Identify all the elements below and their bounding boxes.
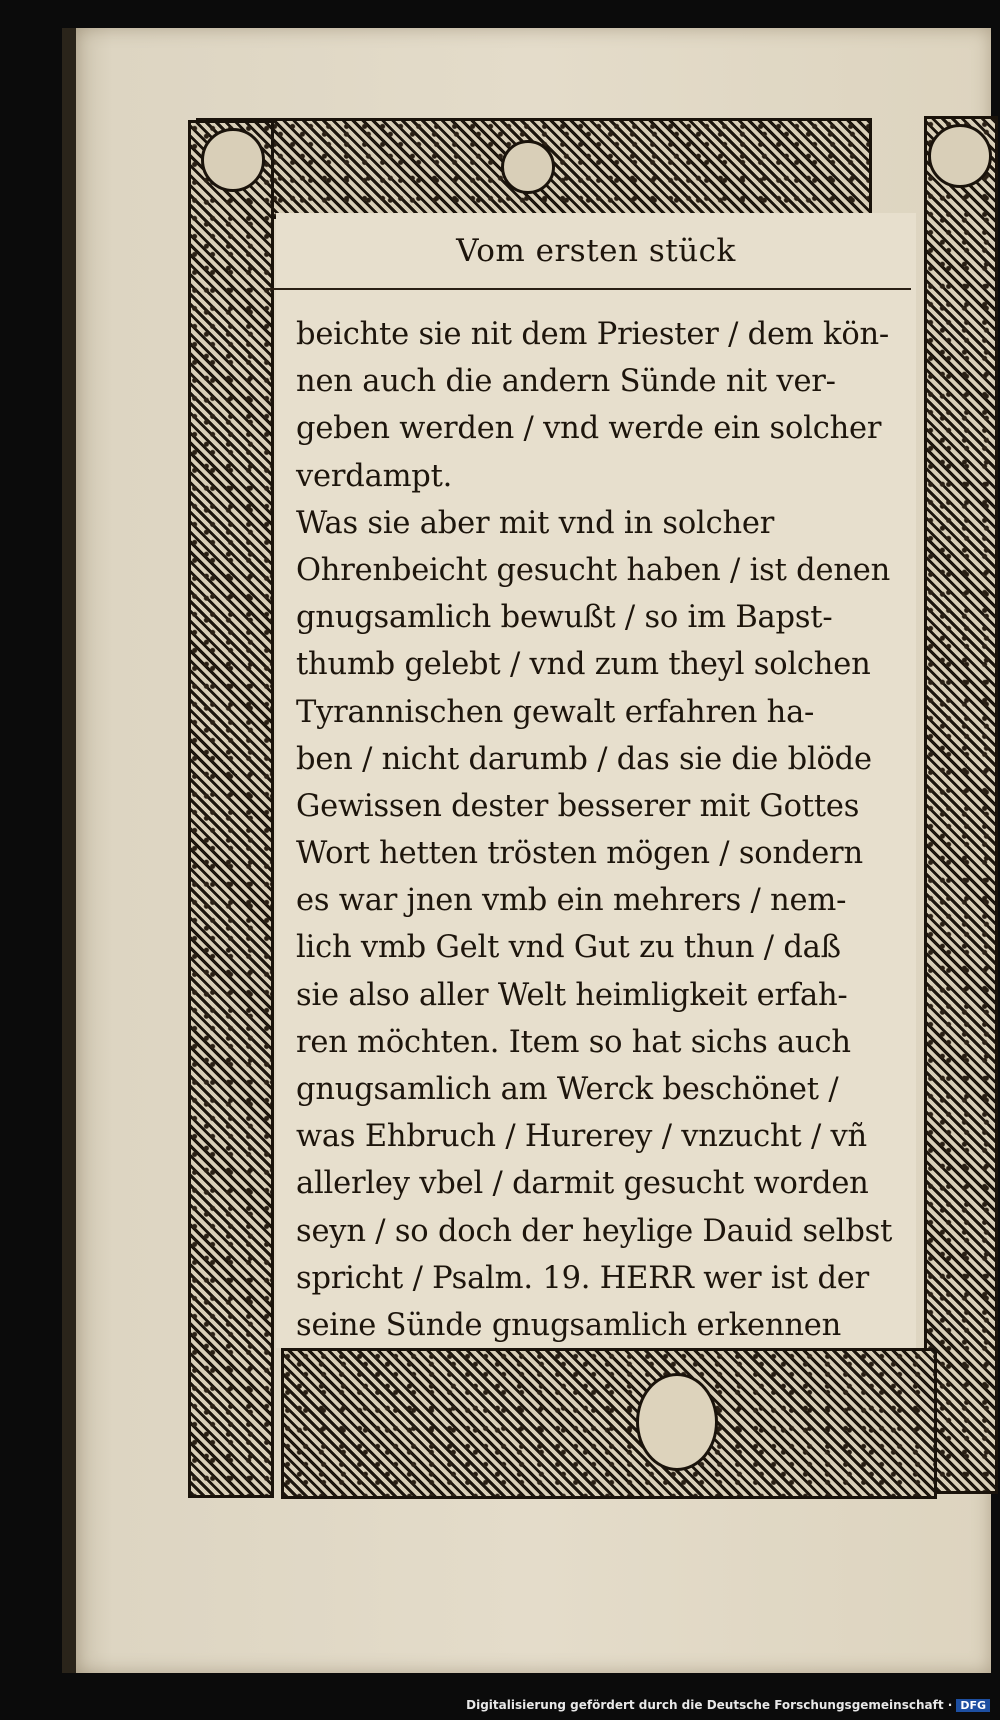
text-line: gnugsamlich am Werck beschönet / [296, 1072, 839, 1107]
text-line: sie also aller Welt heimligkeit erfah- [296, 977, 848, 1013]
cherub-ornament-icon [636, 1373, 718, 1471]
text-line: beichte sie nit dem Priester / dem kön- [296, 317, 890, 352]
text-line: verdampt. [296, 458, 453, 494]
credit-text: Digitalisierung gefördert durch die Deutsche Forschungsgemeinschaft · [466, 1698, 953, 1712]
text-line: Ohrenbeicht gesucht haben / ist denen [296, 552, 891, 588]
woodcut-frame-bottom [281, 1348, 937, 1499]
text-line: ben / nicht darumb / das sie die blöde [296, 741, 872, 777]
crest-shield-icon [501, 140, 555, 194]
text-line: es war jnen vmb ein mehrers / nem- [296, 883, 847, 919]
text-line: gnugsamlich bewußt / so im Bapst- [296, 600, 833, 636]
text-line: Was sie aber mit vnd in solcher [296, 505, 775, 541]
text-block [276, 213, 916, 1348]
woodcut-frame-right [924, 116, 998, 1494]
book-page [70, 28, 991, 1673]
digitization-credit [466, 1698, 990, 1712]
text-line: seine Sünde gnugsamlich erkennen [296, 1307, 842, 1343]
text-line: Tyrannischen gewalt erfahren ha- [296, 694, 815, 730]
dfg-logo: DFG [956, 1699, 990, 1712]
body-text [296, 311, 916, 1349]
text-line: spricht / Psalm. 19. HERR wer ist der [296, 1260, 869, 1296]
running-header: Vom ersten stück [456, 233, 736, 269]
text-line: ren möchten. Item so hat sichs auch [296, 1024, 851, 1060]
text-line: seyn / so doch der heylige Dauid selbst [296, 1213, 893, 1249]
woodcut-frame-left [188, 120, 274, 1498]
text-line: geben werden / vnd werde ein solcher [296, 411, 882, 447]
text-line: was Ehbruch / Hurerey / vnzucht / vñ [296, 1119, 867, 1155]
text-line: lich vmb Gelt vnd Gut zu thun / daß [296, 930, 841, 966]
text-line: Wort hetten trösten mögen / sondern [296, 836, 863, 872]
text-line: allerley vbel / darmit gesucht worden [296, 1166, 869, 1202]
corner-rosette-icon [201, 128, 265, 192]
text-line: thumb gelebt / vnd zum theyl solchen [296, 647, 871, 683]
text-line: Gewissen dester besserer mit Gottes [296, 788, 860, 824]
page-gutter [62, 28, 76, 1673]
corner-rosette-icon [928, 124, 992, 188]
header-rule [266, 288, 911, 290]
text-line: nen auch die andern Sünde nit ver- [296, 364, 836, 400]
